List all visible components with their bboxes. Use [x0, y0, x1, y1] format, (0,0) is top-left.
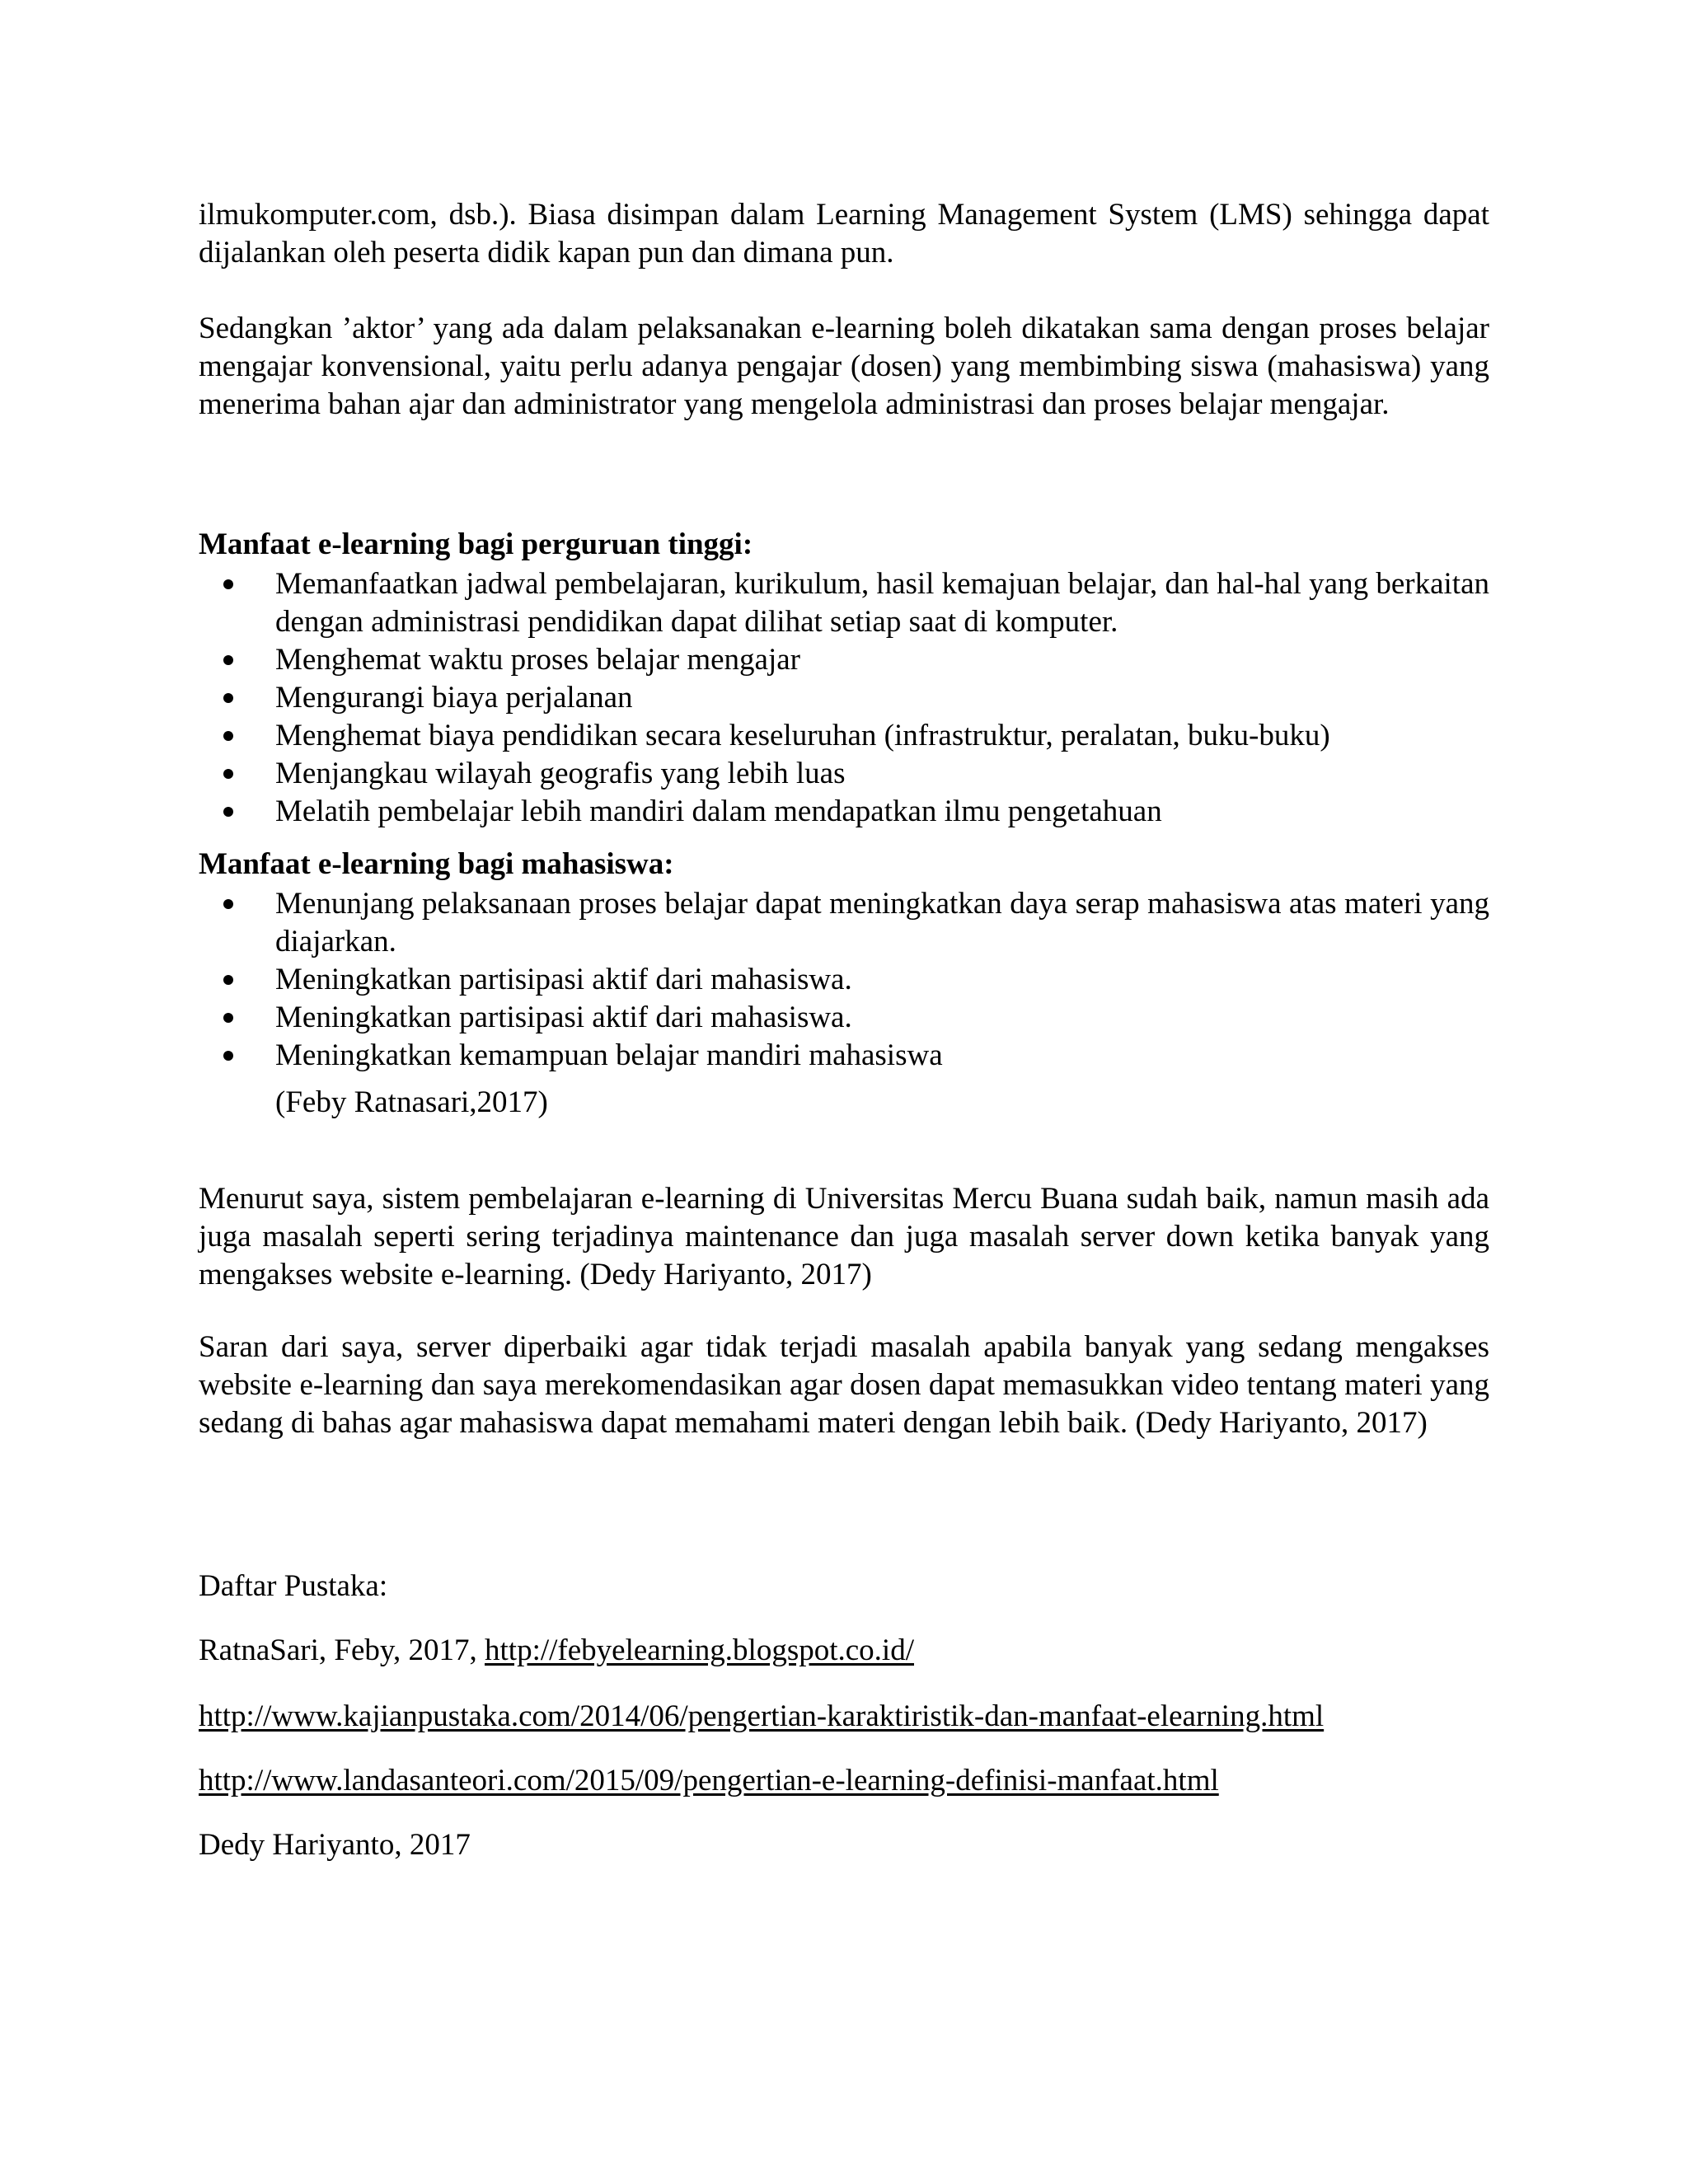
benefits-university-list — [199, 565, 1489, 831]
list-item: Melatih pembelajar lebih mandiri dalam mendapatkan ilmu pengetahuan — [199, 793, 1489, 831]
heading-benefits-university: Manfaat e-learning bagi perguruan tinggi: — [199, 527, 753, 561]
reference-1 — [199, 1632, 1489, 1670]
list-item: Meningkatkan kemampuan belajar mandiri mahasiswa — [199, 1037, 1489, 1075]
reference-4: Dedy Hariyanto, 2017 — [199, 1828, 471, 1862]
intro-paragraph: ilmukomputer.com, dsb.). Biasa disimpan dalam Learning Management System (LMS) sehingga dapat dijalankan oleh peserta didik kapan pun dan dimana pun. — [199, 198, 1489, 269]
list-item: Menghemat biaya pendidikan secara keseluruhan (infrastruktur, peralatan, buku-buku) — [199, 717, 1489, 755]
list-item: Menjangkau wilayah geografis yang lebih luas — [199, 755, 1489, 793]
reference-3-link[interactable]: http://www.landasanteori.com/2015/09/pengertian-e-learning-definisi-manfaat.html — [199, 1764, 1219, 1797]
reference-2 — [199, 1698, 1489, 1736]
heading-benefits-students: Manfaat e-learning bagi mahasiswa: — [199, 847, 674, 881]
students-citation: (Feby Ratnasari,2017) — [275, 1085, 548, 1119]
list-item: Meningkatkan partisipasi aktif dari mahasiswa. — [199, 999, 1489, 1037]
list-item: Menghemat waktu proses belajar mengajar — [199, 641, 1489, 679]
actor-paragraph: Sedangkan ’aktor’ yang ada dalam pelaksanakan e-learning boleh dikatakan sama dengan proses belajar mengajar konvensional, yaitu perlu adanya pengajar (dosen) yang membimbing siswa (mahasiswa) yang menerima bahan ajar dan administrator yang mengelola administrasi dan proses belajar mengajar. — [199, 312, 1489, 421]
reference-2-link[interactable]: http://www.kajianpustaka.com/2014/06/pengertian-karaktiristik-dan-manfaat-elearning.html — [199, 1699, 1325, 1733]
list-item: Mengurangi biaya perjalanan — [199, 679, 1489, 717]
benefits-students-list — [199, 885, 1489, 1075]
reference-3 — [199, 1762, 1489, 1800]
suggestion-paragraph: Saran dari saya, server diperbaiki agar tidak terjadi masalah apabila banyak yang sedang mengakses website e-learning dan saya merekomendasikan agar dosen dapat memasukkan video tentang materi yang sedang di bahas agar mahasiswa dapat memahami materi dengan lebih baik. (Dedy Hariyanto, 2017) — [199, 1330, 1489, 1440]
reference-1-link[interactable]: http://febyelearning.blogspot.co.id/ — [485, 1633, 914, 1667]
list-item: Meningkatkan partisipasi aktif dari mahasiswa. — [199, 961, 1489, 999]
list-item: Memanfaatkan jadwal pembelajaran, kurikulum, hasil kemajuan belajar, dan hal-hal yang berkaitan dengan administrasi pendidikan dapat dilihat setiap saat di komputer. — [199, 565, 1489, 641]
references-heading: Daftar Pustaka: — [199, 1569, 388, 1603]
opinion-paragraph: Menurut saya, sistem pembelajaran e-learning di Universitas Mercu Buana sudah baik, namun masih ada juga masalah seperti sering terjadinya maintenance dan juga masalah server down ketika banyak yang mengakses website e-learning. (Dedy Hariyanto, 2017) — [199, 1182, 1489, 1291]
list-item: Menunjang pelaksanaan proses belajar dapat meningkatkan daya serap mahasiswa atas materi yang diajarkan. — [199, 885, 1489, 961]
reference-1-text: RatnaSari, Feby, 2017, — [199, 1633, 485, 1667]
